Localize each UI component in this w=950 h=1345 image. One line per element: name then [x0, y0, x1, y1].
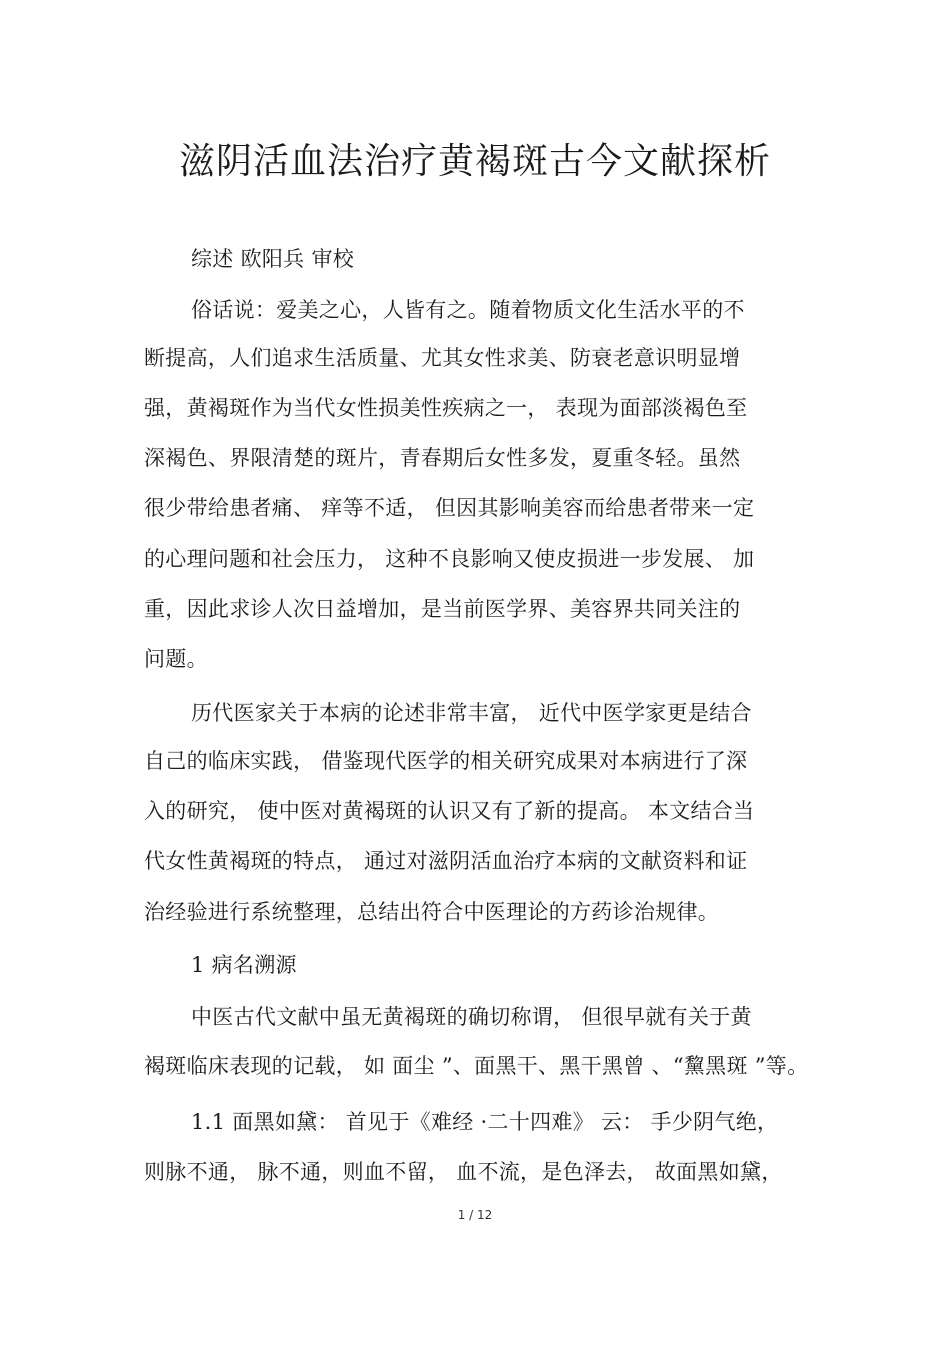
- text-line: 很少带给患者痛、 痒等不适， 但因其影响美容而给患者带来一定: [144, 496, 755, 520]
- text-line: 入的研究， 使中医对黄褐斑的认识又有了新的提高。 本文结合当: [144, 799, 755, 823]
- text-line: 问题。: [144, 647, 208, 671]
- text-line: 1.1 面黑如黛： 首见于《难经 ·二十四难》 云： 手少阴气绝，: [191, 1110, 779, 1134]
- text-line: 深褐色、界限清楚的斑片，青春期后女性多发，夏重冬轻。虽然: [144, 446, 741, 470]
- byline: 综述 欧阳兵 审校: [191, 247, 355, 271]
- text-line: 重，因此求诊人次日益增加，是当前医学界、美容界共同关注的: [144, 597, 741, 621]
- text-line: 强，黄褐斑作为当代女性损美性疾病之一， 表现为面部淡褐色至: [144, 396, 748, 420]
- text-line: 的心理问题和社会压力， 这种不良影响又使皮损进一步发展、 加: [144, 547, 755, 571]
- text-line: 自己的临床实践， 借鉴现代医学的相关研究成果对本病进行了深: [144, 749, 748, 773]
- text-line: 俗话说：爱美之心，人皆有之。随着物质文化生活水平的不: [191, 298, 745, 322]
- text-line: 中医古代文献中虽无黄褐斑的确切称谓， 但很早就有关于黄: [191, 1005, 752, 1029]
- page-indicator: 1 / 12: [457, 1208, 493, 1222]
- text-line: 代女性黄褐斑的特点， 通过对滋阴活血治疗本病的文献资料和证: [144, 849, 748, 873]
- text-line: 治经验进行系统整理，总结出符合中医理论的方药诊治规律。: [144, 900, 720, 924]
- text-line: 则脉不通， 脉不通，则血不留， 血不流，是色泽去， 故面黑如黛，: [144, 1160, 783, 1184]
- text-line: 褐斑临床表现的记载， 如 面尘 ”、面黑干、黑干黑曾 、“黧黑斑 ”等。: [144, 1054, 809, 1078]
- section-heading: 1 病名溯源: [191, 953, 297, 977]
- document-title: 滋阴活血法治疗黄褐斑古今文献探析: [178, 141, 771, 182]
- text-line: 历代医家关于本病的论述非常丰富， 近代中医学家更是结合: [191, 701, 752, 725]
- text-line: 断提高，人们追求生活质量、尤其女性求美、防衰老意识明显增: [144, 346, 741, 370]
